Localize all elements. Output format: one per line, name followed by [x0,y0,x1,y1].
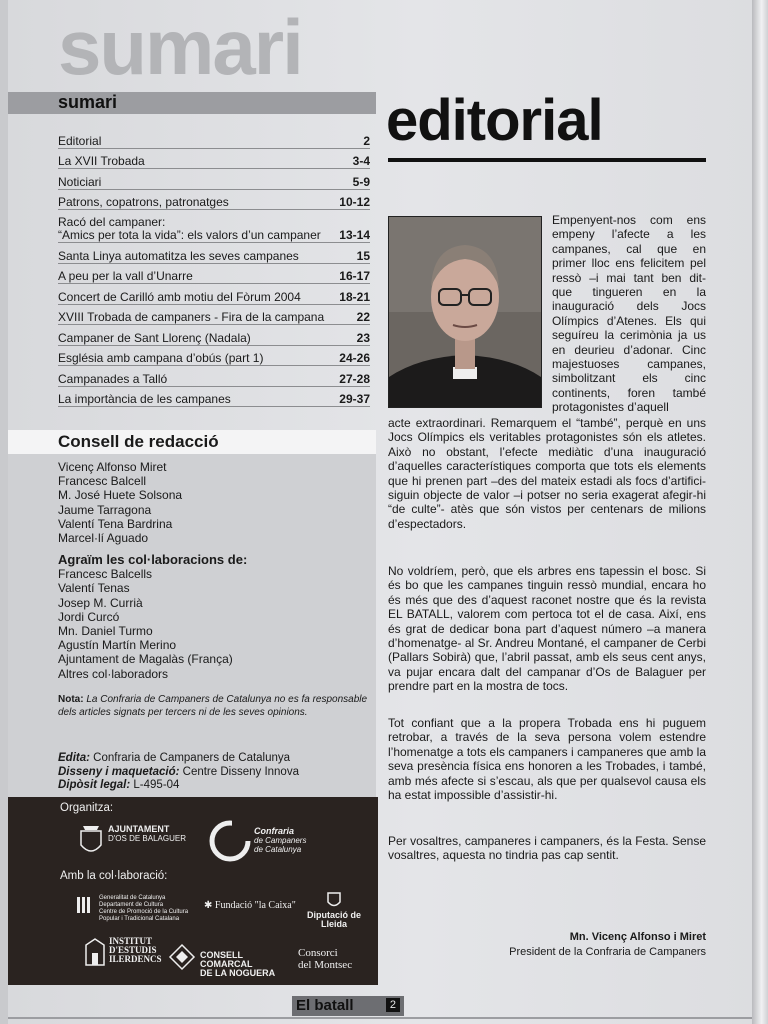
signature [509,930,706,960]
fundacio-la-caixa-logo: ✱ Fundació "la Caixa" [204,900,296,911]
board-member: M. José Huete Solsona [58,488,183,503]
sumari-heading: sumari [58,92,118,112]
collaborator: Valentí Tenas [58,581,130,596]
toc-row [58,284,370,305]
toc-row [58,128,370,149]
toc-page: 3-4 [352,154,370,168]
consell-header-bar [8,430,376,454]
portrait-illustration [389,217,541,407]
acknowledgements-list [58,567,247,681]
toc-row [58,149,370,170]
toc-page: 5-9 [352,174,370,189]
toc-page: 2 [363,133,370,148]
signature-name: Mn. Vicenç Alfonso i Miret [569,931,706,943]
disclaimer-note [58,693,376,719]
collaborator: Josep M. Currià [58,595,143,610]
paragraph-1-continued: acte extraordinari. Remarquem el “també”, perquè en uns Jocs Olímpics els veritables protagonistes són els atletes. Això no obstant, l’efecte mediàtic d’una inauguració d’aquelles característiques comporta que tots els elements que hi prenen part –des del mateix estadi als focs d’artifici- siguin objecte de valor –i potser no seria exagerat afegir-hi “de culte”- atès que són vistos per centenars de milions d’espectadors. [388,416,706,531]
toc-row [58,366,370,387]
toc-row [58,264,370,285]
signature-role: President de la Confraria de Campaners [509,946,706,958]
toc-title: Editorial [58,133,102,148]
toc-title-line2: “Amics per tota la vida”: els valors d’un campaner [58,228,321,242]
consell-comarcal-noguera-logo: CONSELL COMARCAL DE LA NOGUERA [168,943,288,978]
toc-page: 23 [356,330,370,345]
acknowledgements-heading: Agraïm les col·laboracions de: [58,552,248,567]
note-label: Nota: [58,694,84,705]
board-member: Vicenç Alfonso Miret [58,460,167,474]
background-heading: sumari [58,3,302,91]
consorci-montsec-logo: Consorci del Montsec [298,947,353,971]
board-member: Valentí Tena Bardrina [58,516,173,531]
toc-title: Santa Linya automatitza les seves campanes [58,248,299,263]
toc-page: 16-17 [339,269,370,283]
collaborator: Ajuntament de Magalàs (França) [58,652,233,667]
toc-row [58,387,370,408]
toc-page: 15 [356,248,370,263]
board-member: Marcel·lí Aguado [58,531,149,546]
toc-page: 27-28 [339,371,370,386]
star-icon: ✱ [204,900,213,911]
collaborator: Jordi Curcó [58,609,120,624]
shield-icon [326,891,342,909]
toc-row [58,169,370,190]
toc-title: A peu per la vall d’Unarre [58,269,193,283]
page-edge [752,0,768,1024]
toc-title: La XVII Trobada [58,154,145,168]
sumari-header-bar [8,92,376,114]
credits [58,752,299,793]
acknowledgements [58,553,247,681]
toc-page: 13-14 [339,228,370,242]
ajuntament-logo: AJUNTAMENT D'OS DE BALAGUER [78,825,188,859]
disseny-label: Disseny i maquetació: [58,765,180,778]
paragraph-4: Per vosaltres, campaneres i campaners, és la Festa. Sense vosaltres, aquesta no tindria pas cap sentit. [388,834,706,863]
organitza-label: Organitza: [60,802,114,814]
paragraph-3: Tot confiant que a la propera Trobada ens hi puguem retrobar, a través de la seva persona volem estendre l’homenatge a tots els campaners i campaneres que amb la seva presència física ens honoren a les Trobades, i també, amb més afecte si s’escau, als que per qualsevol causa els ha estat impossible d’assistir-hi. [388,716,706,803]
toc-title: XVIII Trobada de campaners - Fira de la campana [58,310,325,324]
paragraph-2: No voldríem, però, que els arbres ens tapessin el bosc. Si és bo que les campanes tinguin ressò mundial, encara ho és més que des d’aquest raconet nostre que és la revista EL BATALL, valorem com pertoca tot el de casa. Així, ens és grat de dedicar bona part d’aquest número –a manera d’homenatge- al Sr. Andreu Montané, el campaner de Cerbi (Pallars Sobirà) que, l’abril passat, amb els seus cent anys, va pujar encara dalt del campanar d’Os de Balaguer per prendre part en la mostra de tocs. [388,564,706,694]
collaborator: Agustín Martín Merino [58,638,177,653]
note-text: La Confraria de Campaners de Catalunya no es fa responsable dels articles signats per tercers ni de les seves opinions. [58,694,368,718]
toc-title: Campanades a Talló [58,371,168,386]
toc-title: Patrons, copatrons, patronatges [58,195,229,209]
toc-title: Racó del campaner: [58,215,166,229]
consell-heading: Consell de redacció [58,432,219,451]
board-member: Jaume Tarragona [58,502,152,517]
magazine-name: El batall [296,997,354,1014]
confraria-logo: Confraria de Campaners de Catalunya [208,819,318,863]
toc-title: Noticiari [58,174,102,189]
editorial-title: editorial [386,88,603,153]
collaborator: Altres col·laboradors [58,666,169,681]
title-underline [388,158,706,162]
author-portrait [388,216,542,408]
disseny-value: Centre Disseny Innova [182,765,299,778]
toc-title: Concert de Carilló amb motiu del Fòrum 2004 [58,289,301,304]
toc-row [58,325,370,346]
toc-page: 24-26 [339,351,370,365]
edita-value: Confraria de Campaners de Catalunya [93,752,291,764]
footer-rule [8,1017,752,1019]
collaborator: Mn. Daniel Turmo [58,624,153,639]
toc-page: 10-12 [339,195,370,209]
board-member: Francesc Balcell [58,474,147,489]
toc-title: La importància de les campanes [58,392,231,406]
toc-title-block [58,216,321,242]
generalitat-emblem-icon [76,895,94,917]
diputacio-lleida-logo: Diputació de Lleida [298,891,370,929]
collaboration-label: Amb la col·laboració: [60,870,168,882]
toc-row [58,190,370,211]
toc-title: Església amb campana d’obús (part 1) [58,351,264,365]
toc-row [58,305,370,326]
table-of-contents [58,128,370,407]
diamond-grid-icon [168,943,196,971]
toc-row [58,243,370,264]
toc-page: 22 [356,310,370,324]
sponsors-box [8,797,378,985]
building-icon [84,937,106,967]
edita-label: Edita: [58,752,90,764]
generalitat-logo: Generalitat de Catalunya Departament de Cultura Centre de Promoció de la Cultura Popular i Tradicional Catalana [76,895,206,923]
toc-page: 29-37 [339,392,370,406]
paragraph-1-intro: Empenyent-nos com ens empeny l’afecte a les campanes, cal que en primer lloc ens felicitem pel ressò –i mai tant ben dit- que tingueren en la inauguració dels Jocs Olímpics d’Atenes. Els qui seguíreu la cerimònia ja us en deurieu d’adonar. Cinc majestuoses campanes, simbolitzant els cinc continents, foren també protagonistes d’aquell [552,213,706,415]
toc-row [58,210,370,243]
collaborator: Francesc Balcells [58,567,153,582]
institut-estudis-ilerdencs-logo: INSTITUT D'ESTUDIS ILERDENCS [84,937,164,967]
page-footer [292,996,404,1016]
toc-row [58,346,370,367]
bell-ring-icon [208,819,252,863]
toc-title: Campaner de Sant Llorenç (Nadala) [58,330,251,345]
toc-page: 18-21 [339,289,370,304]
page-number: 2 [386,998,400,1012]
coat-of-arms-icon [78,825,104,859]
diposit-label: Dipòsit legal: [58,779,131,791]
diposit-value: L-495-04 [133,779,180,791]
editorial-board-list [58,460,182,545]
